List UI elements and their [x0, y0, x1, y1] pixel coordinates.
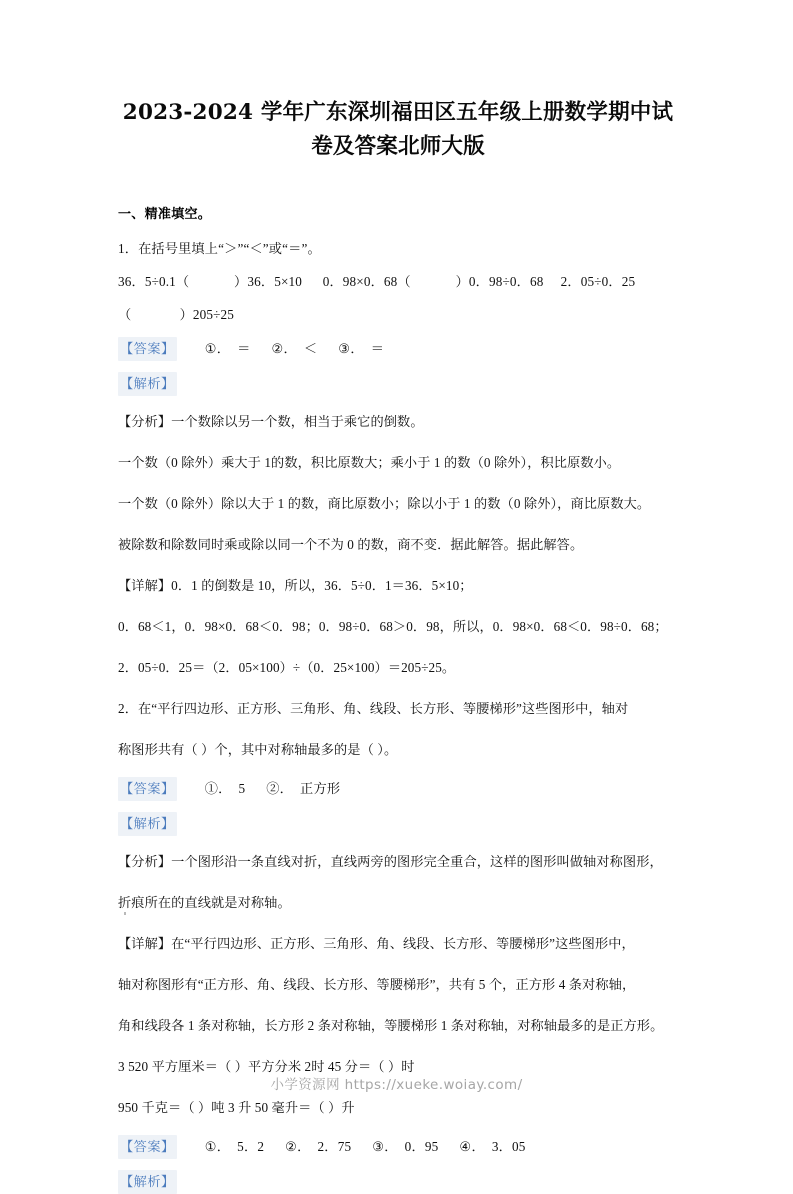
answer-label: 【答案】: [118, 777, 177, 801]
section-heading-fill-in-blanks: 一、精准填空。: [118, 207, 212, 222]
scan-artifact-speck: [124, 912, 126, 915]
question-3-stem-line-1: 3 520 平方厘米＝（ ）平方分米 2时 45 分＝（ ）时: [118, 1059, 415, 1074]
analysis-label: 【解析】: [118, 812, 177, 836]
question-1-stem: 1．在括号里填上“＞”“＜”或“＝”。: [118, 241, 321, 256]
analysis-label: 【解析】: [118, 1170, 177, 1194]
question-2-analysis-paragraph-1: 【分析】一个图形沿一条直线对折，直线两旁的图形完全重合，这样的图形叫做轴对称图形，: [118, 854, 663, 869]
question-1-analysis-paragraph-1: 【分析】一个数除以另一个数，相当于乘它的倒数。: [118, 414, 424, 429]
answer-label: 【答案】: [118, 337, 177, 361]
question-1-analysis-row: [118, 372, 678, 396]
question-1-detail-paragraph-2: 0．68＜1，0．98×0．68＜0．98；0．98÷0．68＞0．98，所以，0．98×0．68＜0．98÷0．68；: [118, 619, 668, 634]
answer-label: 【答案】: [118, 1135, 177, 1159]
question-3-stem-line-2: 950 千克＝（ ）吨 3 升 50 毫升＝（ ）升: [118, 1100, 355, 1115]
question-1-expression-line-2: （ ）205÷25: [118, 307, 235, 322]
question-2-analysis-row: [118, 812, 678, 836]
question-1-detail-paragraph-3: 2．05÷0．25＝（2．05×100）÷（0．25×100）＝205÷25。: [118, 660, 456, 675]
question-1-answer-row: [118, 337, 678, 361]
question-2-stem-line-1: 2．在“平行四边形、正方形、三角形、角、线段、长方形、等腰梯形”这些图形中，轴对: [118, 701, 629, 716]
question-3-answer-row: [118, 1135, 678, 1159]
question-2-detail-paragraph-2: 轴对称图形有“正方形、角、线段、长方形、等腰梯形”，共有 5 个，正方形 4 条对称轴，: [118, 977, 636, 992]
question-1-analysis-paragraph-4: 被除数和除数同时乘或除以同一个不为 0 的数，商不变．据此解答。据此解答。: [118, 537, 584, 552]
question-1-detail-paragraph-1: 【详解】0．1 的倒数是 10，所以，36．5÷0．1＝36．5×10；: [118, 578, 473, 593]
question-1-expression-line-1: 36．5÷0.1（ ）36．5×10 0．98×0．68（ ）0．98÷0．68 2．05÷0．25: [118, 274, 636, 289]
question-1-analysis-paragraph-2: 一个数（0 除外）乘大于 1的数，积比原数大；乘小于 1 的数（0 除外），积比原数小。: [118, 455, 621, 470]
question-1-answer-values: ①． ＝ ②． ＜ ③． ＝: [204, 341, 385, 356]
question-1-analysis-paragraph-3: 一个数（0 除外）除以大于 1 的数，商比原数小；除以小于 1 的数（0 除外），商比原数大。: [118, 496, 651, 511]
question-2-stem-line-2: 称图形共有（ ）个，其中对称轴最多的是（ ）。: [118, 742, 398, 757]
question-3-analysis-row: [118, 1170, 678, 1194]
question-3-answer-values: ①． 5．2 ②． 2．75 ③． 0．95 ④． 3．05: [204, 1139, 526, 1154]
question-2-analysis-paragraph-2: 折痕所在的直线就是对称轴。: [118, 895, 291, 910]
watermark: 小学资源网 https://xueke.woiay.com/: [270, 1077, 523, 1093]
question-2-answer-row: [118, 777, 678, 801]
page-title: 2023-2024 学年广东深圳福田区五年级上册数学期中试卷及答案北师大版: [122, 100, 674, 159]
question-2-detail-paragraph-1: 【详解】在“平行四边形、正方形、三角形、角、线段、长方形、等腰梯形”这些图形中，: [118, 936, 635, 951]
question-2-answer-values: ①． 5 ②． 正方形: [204, 781, 341, 796]
analysis-label: 【解析】: [118, 372, 177, 396]
document-content: [118, 96, 678, 1194]
question-2-detail-paragraph-3: 角和线段各 1 条对称轴，长方形 2 条对称轴，等腰梯形 1 条对称轴，对称轴最多的是正方形。: [118, 1018, 664, 1033]
